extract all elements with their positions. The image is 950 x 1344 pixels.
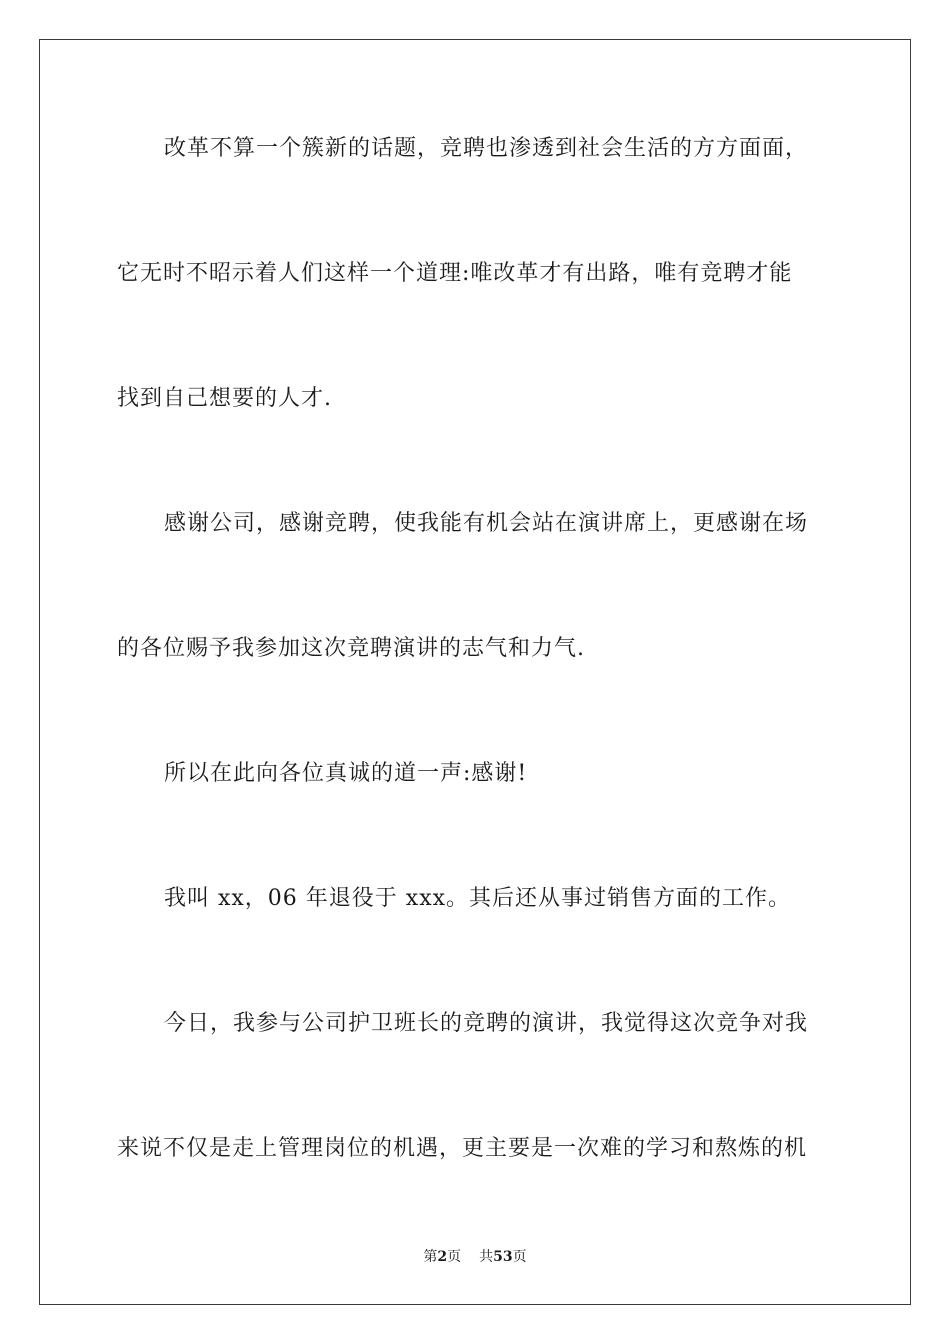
page-border (39, 39, 911, 1305)
total-pages: 53 (493, 1249, 513, 1265)
page-prefix: 第 (423, 1249, 438, 1265)
paragraph-line: 它无时不昭示着人们这样一个道理:唯改革才有出路，唯有竞聘才能 (117, 261, 793, 286)
page-suffix: 页 (447, 1249, 462, 1265)
paragraph-line: 所以在此向各位真诚的道一声:感谢! (164, 761, 528, 786)
page-footer (0, 1247, 950, 1267)
paragraph-line: 的各位赐予我参加这次竞聘演讲的志气和力气. (117, 636, 585, 661)
paragraph-line: 感谢公司，感谢竞聘，使我能有机会站在演讲席上，更感谢在场 (164, 511, 809, 536)
paragraph-line: 来说不仅是走上管理岗位的机遇，更主要是一次难的学习和熬炼的机 (117, 1136, 808, 1161)
paragraph-line: 我叫 xx，06 年退役于 xxx。其后还从事过销售方面的工作。 (164, 886, 792, 911)
total-suffix: 页 (512, 1249, 527, 1265)
paragraph-line: 今日，我参与公司护卫班长的竞聘的演讲，我觉得这次竞争对我 (164, 1011, 809, 1036)
page-number: 2 (437, 1249, 448, 1265)
paragraph-line: 改革不算一个簇新的话题，竞聘也渗透到社会生活的方方面面， (164, 136, 809, 161)
total-prefix: 共 (479, 1249, 494, 1265)
paragraph-line: 找到自己想要的人才. (117, 386, 332, 411)
